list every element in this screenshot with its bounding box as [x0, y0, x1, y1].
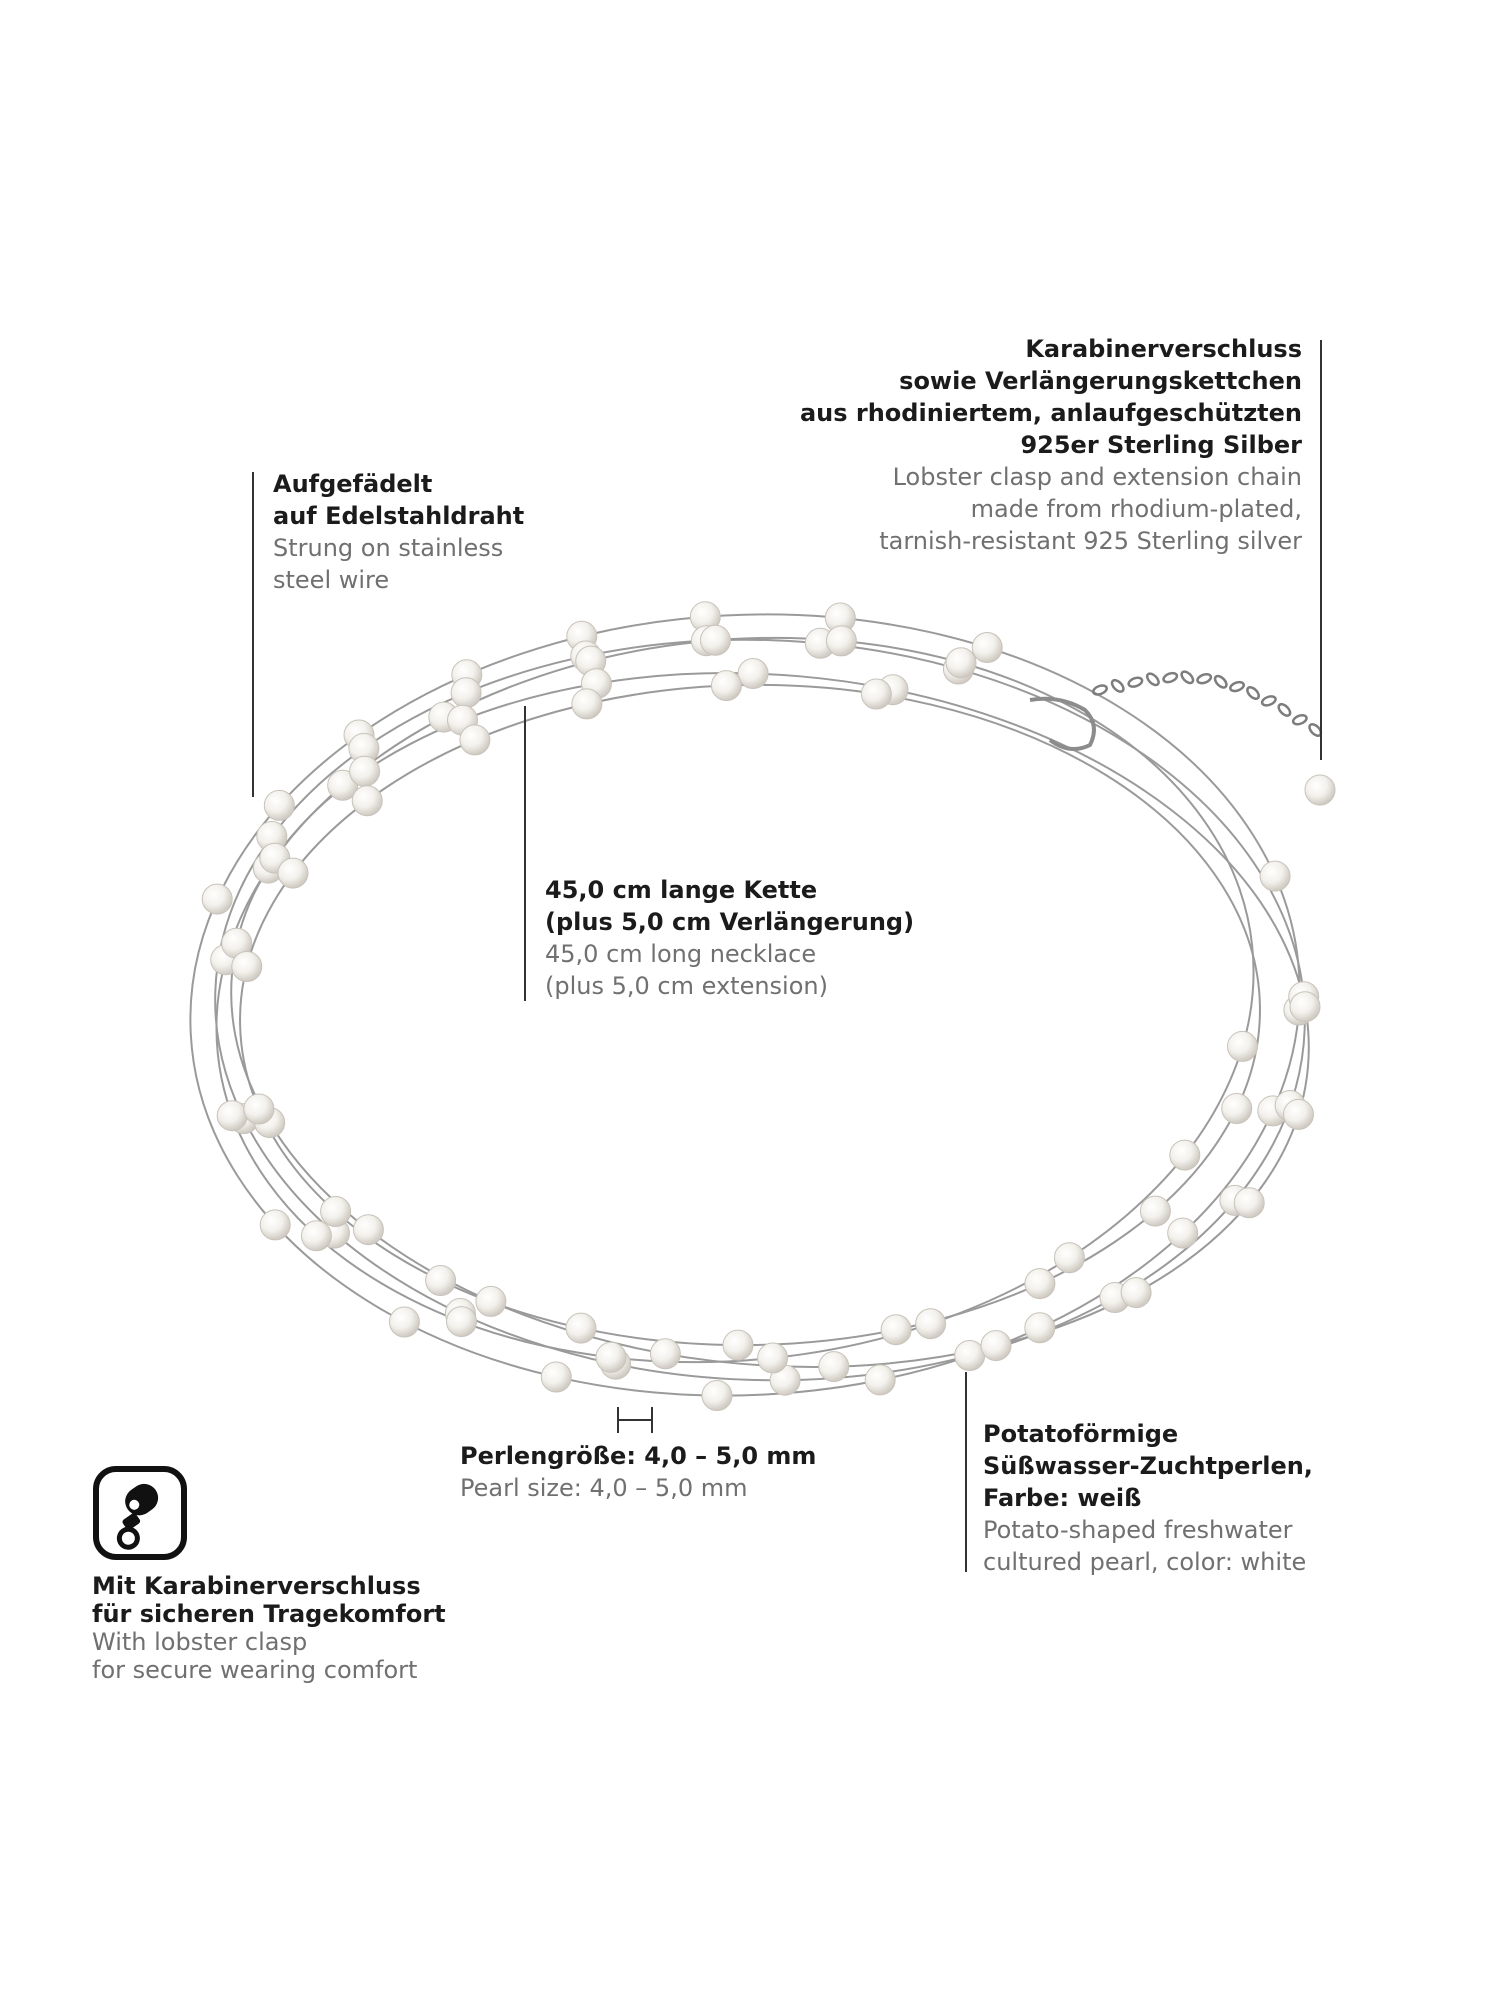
chain-link: [1229, 680, 1245, 692]
pearl: [476, 1286, 506, 1316]
pearl: [955, 1341, 985, 1371]
pearl: [217, 1101, 247, 1131]
pearl: [711, 671, 741, 701]
chain-link: [1110, 678, 1126, 694]
lobster-clasp-icon: [92, 1465, 188, 1561]
pearl: [865, 1365, 895, 1395]
pearl: [758, 1343, 788, 1373]
wire-en-1: Strung on stainless: [273, 534, 504, 562]
wire-en-2: steel wire: [273, 566, 390, 594]
pearl: [426, 1266, 456, 1296]
chain-link: [1245, 685, 1261, 701]
length-en-2: (plus 5,0 cm extension): [545, 972, 828, 1000]
length-callout: [545, 874, 914, 1002]
pearl: [1284, 1099, 1314, 1129]
pearl: [1025, 1313, 1055, 1343]
clasp-callout-line: [1320, 340, 1322, 760]
pearl-type-callout-line: [965, 1372, 967, 1572]
pearl: [1290, 992, 1320, 1022]
pearl: [1054, 1243, 1084, 1273]
length-de-1: 45,0 cm lange Kette: [545, 876, 818, 904]
pearl: [202, 884, 232, 914]
chain-link: [1145, 672, 1161, 688]
pearl: [826, 626, 856, 656]
wire-strand: [234, 676, 1265, 1354]
pearl-type-de-1: Potatoförmige: [983, 1420, 1179, 1448]
pearl: [972, 633, 1002, 663]
clasp-en-3: tarnish-resistant 925 Sterling silver: [879, 527, 1302, 555]
pearl: [451, 678, 481, 708]
chain-link: [1196, 673, 1212, 685]
pearls: [202, 602, 1335, 1411]
feature-de-2: für sicheren Tragekomfort: [92, 1600, 446, 1628]
pearl: [260, 1210, 290, 1240]
chain-link: [1213, 674, 1229, 690]
pearl: [301, 1221, 331, 1251]
pearl: [232, 952, 262, 982]
pearl: [352, 786, 382, 816]
pearl: [723, 1330, 753, 1360]
pearl: [1025, 1269, 1055, 1299]
pearl-size-en: Pearl size: 4,0 – 5,0 mm: [460, 1474, 748, 1502]
chain-link: [1127, 676, 1143, 688]
clasp-de-4: 925er Sterling Silber: [1020, 431, 1302, 459]
chain-link: [1162, 671, 1178, 683]
pearl-size-callout: [460, 1440, 816, 1504]
pearl: [1305, 775, 1335, 805]
pearl: [264, 790, 294, 820]
clasp-de-2: sowie Verlängerungskettchen: [899, 367, 1302, 395]
pearl: [700, 625, 730, 655]
pearl: [819, 1352, 849, 1382]
pearl: [1140, 1196, 1170, 1226]
pearl: [916, 1309, 946, 1339]
wire-callout: [273, 468, 524, 596]
pearl: [881, 1315, 911, 1345]
pearl: [353, 1215, 383, 1245]
length-callout-line: [524, 706, 526, 1001]
pearl: [1234, 1188, 1264, 1218]
chain-link: [1292, 714, 1308, 726]
pearl: [650, 1339, 680, 1369]
pearl: [541, 1362, 571, 1392]
pearl: [738, 659, 768, 689]
chain-link: [1277, 702, 1293, 718]
pearl: [244, 1094, 274, 1124]
pearl: [572, 689, 602, 719]
pearl: [946, 648, 976, 678]
clasp-en-2: made from rhodium-plated,: [970, 495, 1302, 523]
pearl: [981, 1331, 1011, 1361]
pearl: [702, 1381, 732, 1411]
lobster-clasp: [1030, 699, 1094, 749]
pearl: [861, 679, 891, 709]
pearl: [389, 1307, 419, 1337]
pearl-size-de: Perlengröße: 4,0 – 5,0 mm: [460, 1442, 817, 1470]
pearl-type-de-2: Süßwasser-Zuchtperlen,: [983, 1452, 1313, 1480]
feature-de-1: Mit Karabinerverschluss: [92, 1572, 421, 1600]
pearl: [566, 1313, 596, 1343]
pearl: [1170, 1140, 1200, 1170]
clasp-de-1: Karabinerverschluss: [1025, 335, 1302, 363]
wire-de-2: auf Edelstahldraht: [273, 502, 525, 530]
pearl: [1228, 1031, 1258, 1061]
wire-de-1: Aufgefädelt: [273, 470, 433, 498]
clasp-de-3: aus rhodiniertem, anlaufgeschützten: [799, 399, 1302, 427]
clasp-callout: [702, 333, 1302, 557]
pearl-size-marker-icon: [615, 1405, 655, 1435]
pearl: [350, 756, 380, 786]
feature-en-2: for secure wearing comfort: [92, 1656, 418, 1684]
pearl: [1222, 1094, 1252, 1124]
pearl-type-callout: [983, 1418, 1313, 1578]
wire-callout-line: [252, 472, 254, 797]
chain-link: [1092, 684, 1108, 696]
pearl-type-en-2: cultured pearl, color: white: [983, 1548, 1307, 1576]
feature-en-1: With lobster clasp: [92, 1628, 308, 1656]
pearl: [447, 1307, 477, 1337]
pearl-type-de-3: Farbe: weiß: [983, 1484, 1142, 1512]
necklace-wires: [170, 586, 1338, 1423]
pearl: [1168, 1218, 1198, 1248]
pearl-type-en-1: Potato-shaped freshwater: [983, 1516, 1293, 1544]
pearl: [460, 725, 490, 755]
length-de-2: (plus 5,0 cm Verlängerung): [545, 908, 915, 936]
feature-callout: [92, 1572, 446, 1684]
pearl: [1260, 861, 1290, 891]
chain-link: [1180, 670, 1196, 686]
length-en-1: 45,0 cm long necklace: [545, 940, 817, 968]
pearl: [278, 858, 308, 888]
pearl: [596, 1342, 626, 1372]
chain-link: [1261, 695, 1277, 707]
clasp-en-1: Lobster clasp and extension chain: [892, 463, 1302, 491]
pearl: [321, 1197, 351, 1227]
pearl: [1121, 1278, 1151, 1308]
